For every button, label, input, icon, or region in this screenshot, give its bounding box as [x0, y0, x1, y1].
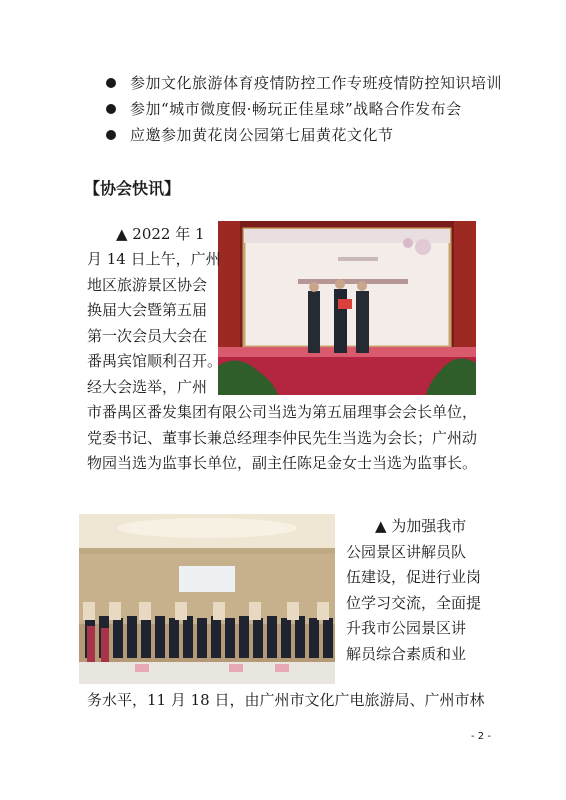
bullet-item — [102, 122, 502, 148]
bullet-item — [102, 96, 502, 122]
news2-line: 公园景区讲解员队 — [346, 543, 467, 561]
news1-line: 党委书记、董事长兼总经理李仲民先生当选为会长；广州动 — [87, 429, 478, 447]
bullet-dot-icon — [106, 78, 116, 88]
bullet-dot-icon — [106, 104, 116, 114]
news1-line: 市番禺区番发集团有限公司当选为第五届理事会会长单位， — [87, 403, 478, 421]
bullet-dot-icon — [106, 130, 116, 140]
meeting-stage-illustration — [218, 221, 476, 395]
bullet-text: 应邀参加黄花岗公园第七届黄花文化节 — [130, 126, 394, 144]
page-number: - 2 - — [471, 731, 491, 742]
news1-line: 月 14 日上午，广州 — [87, 250, 221, 268]
bullet-text: 参加“城市微度假·畅玩正佳星球”战略合作发布会 — [130, 100, 462, 118]
news2-line: 伍建设，促进行业岗 — [346, 568, 482, 586]
news2-line: 位学习交流，全面提 — [346, 594, 482, 612]
bullet-text: 参加文化旅游体育疫情防控工作专班疫情防控知识培训 — [130, 74, 503, 92]
news1-line: 物园当选为监事长单位，副主任陈足金女士当选为监事长。 — [87, 454, 478, 472]
group-photo-illustration — [79, 514, 335, 684]
bullet-list — [102, 70, 502, 148]
news2-line: 升我市公园景区讲 — [346, 619, 467, 637]
bullet-item — [102, 70, 502, 96]
group-photo — [79, 514, 335, 684]
news1-line: 换届大会暨第五届 — [87, 301, 208, 319]
news1-line: ▲ 2022 年 1 — [116, 225, 205, 243]
news1-line: 地区旅游景区协会 — [87, 276, 208, 294]
news1-line: 番禺宾馆顺利召开。 — [87, 352, 223, 370]
news1-line: 第一次会员大会在 — [87, 327, 208, 345]
section-title: 【协会快讯】 — [84, 179, 181, 198]
news2-line: ▲ 为加强我市 — [375, 517, 467, 535]
news2-line: 务水平，11 月 18 日，由广州市文化广电旅游局、广州市林 — [87, 691, 485, 709]
news1-line: 经大会选举，广州 — [87, 378, 208, 396]
meeting-stage-photo — [218, 221, 476, 395]
news2-line: 解员综合素质和业 — [346, 645, 467, 663]
